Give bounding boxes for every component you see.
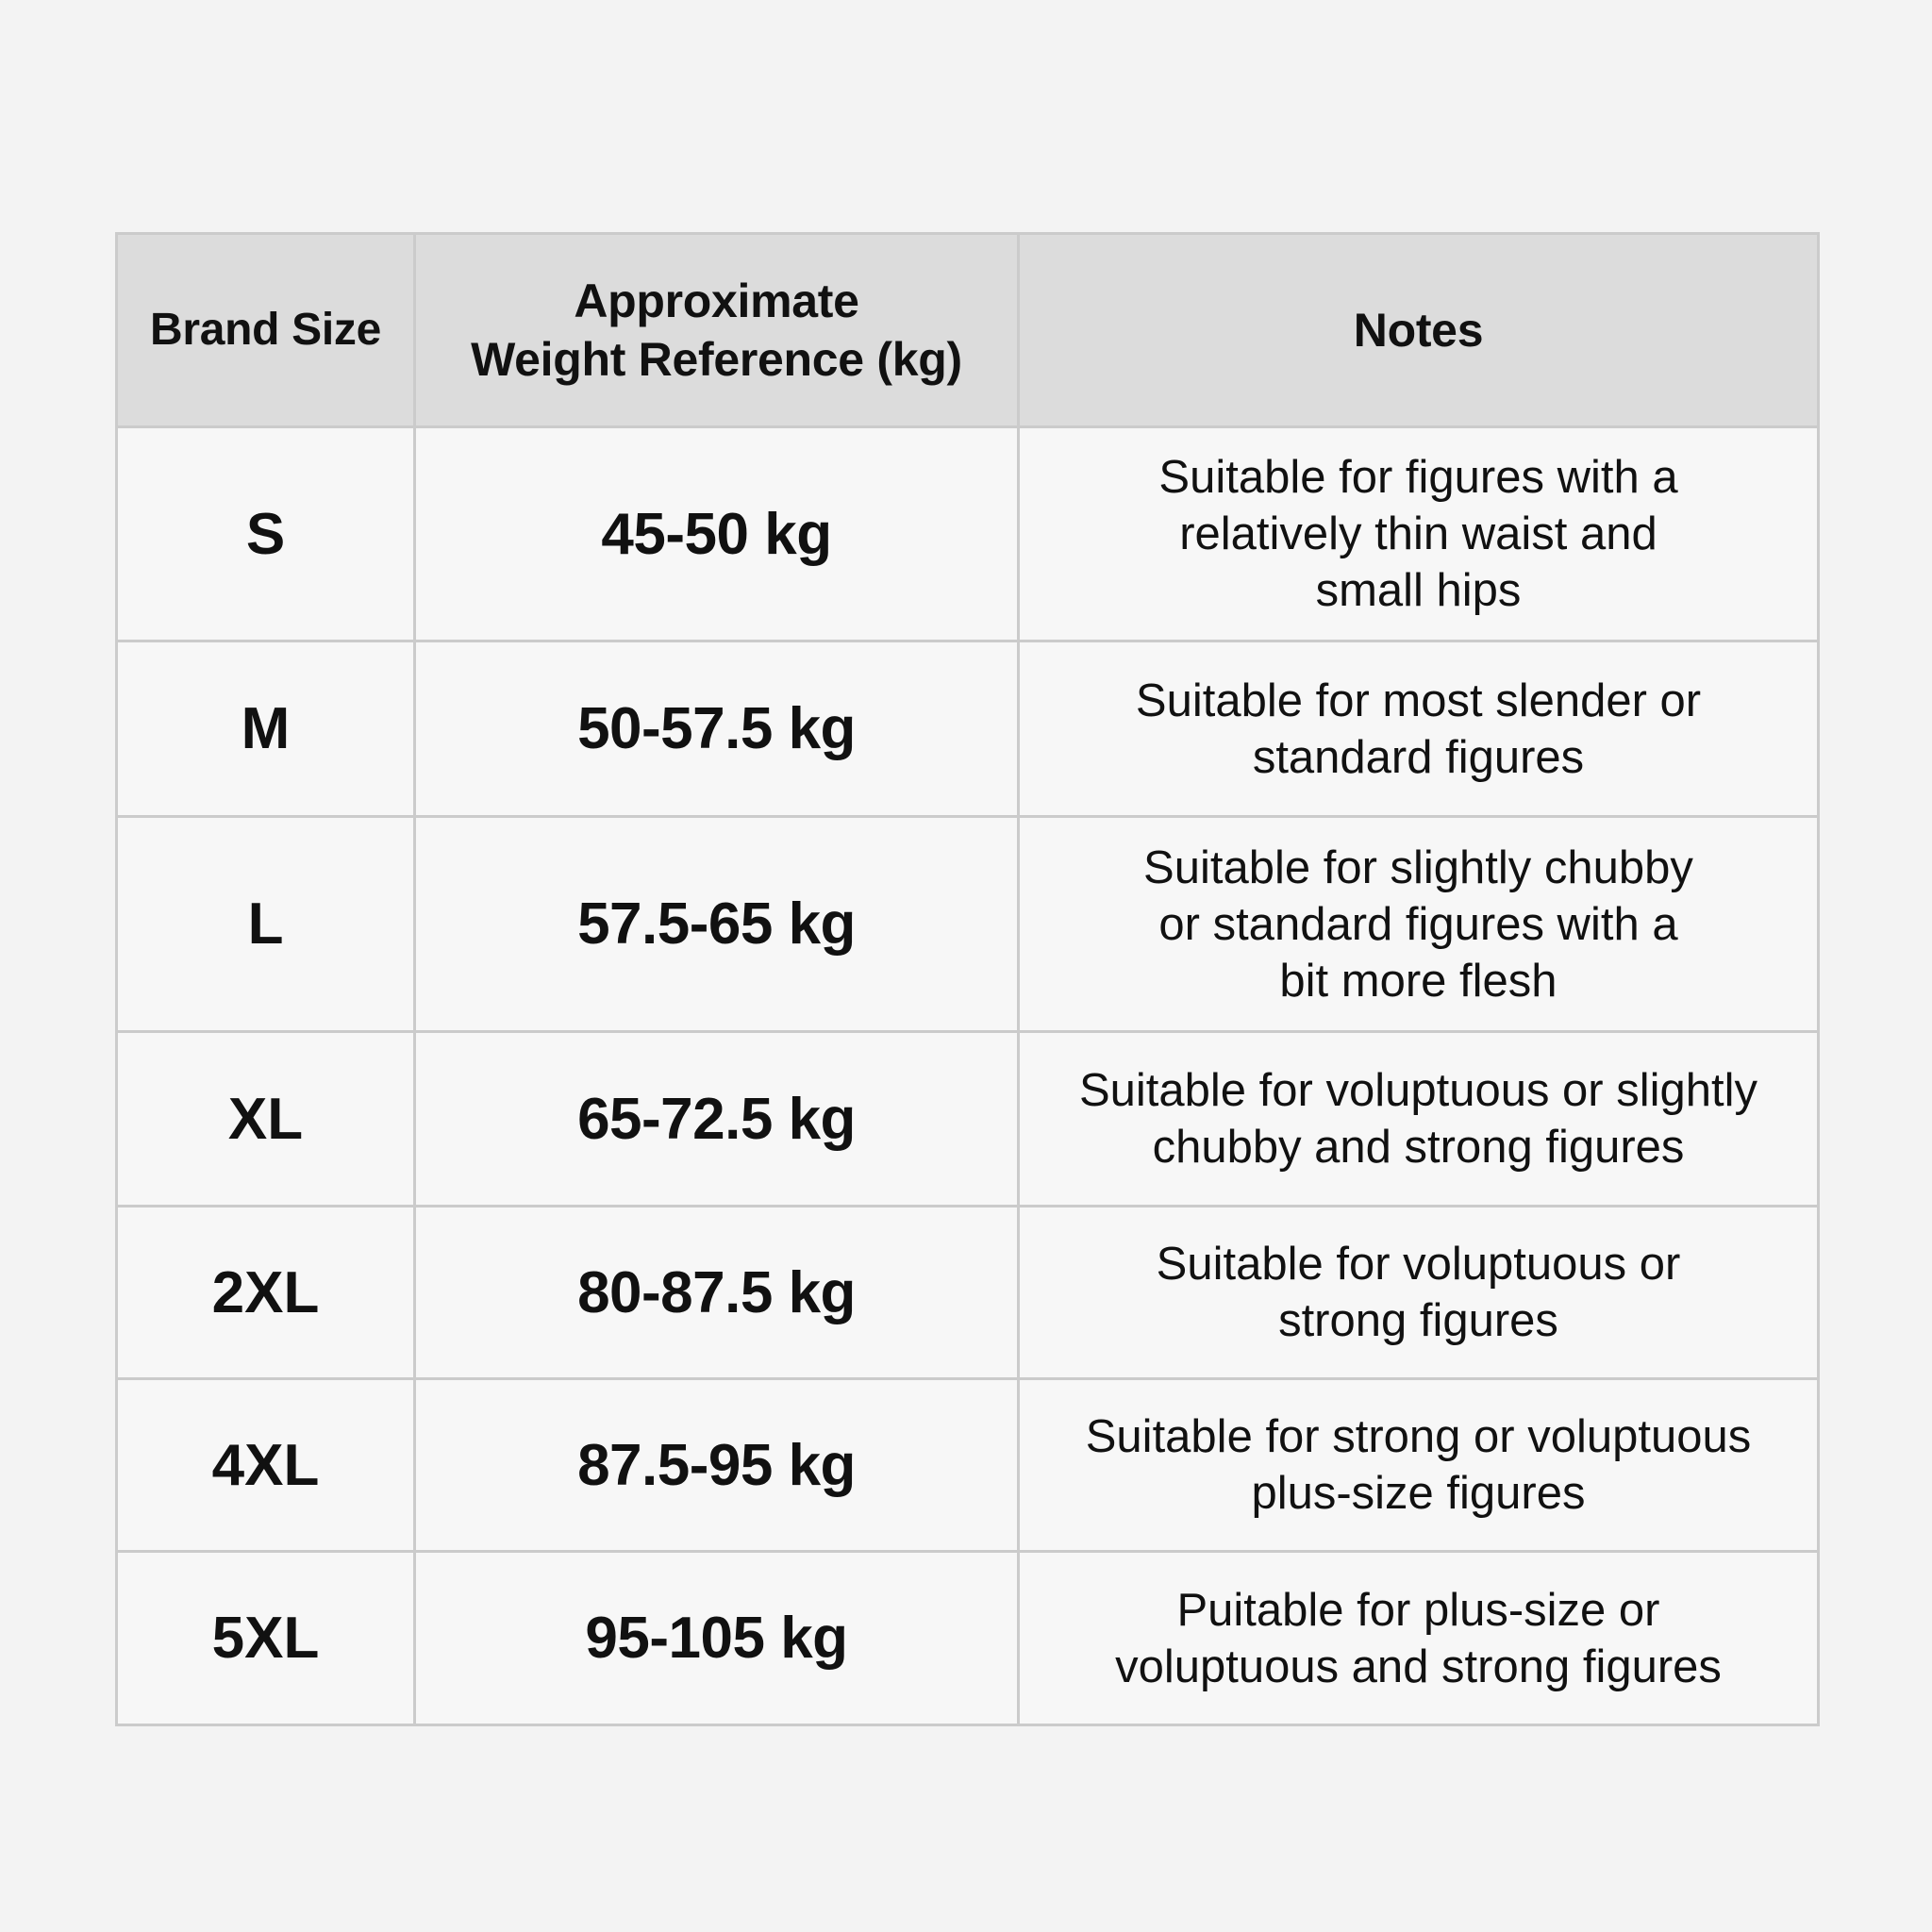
weight-cell: 80-87.5 kg — [415, 1207, 1019, 1379]
weight-cell: 45-50 kg — [415, 427, 1019, 641]
table-row — [117, 1207, 1819, 1379]
notes-text: Suitable for strong or voluptuous plus-size figures — [1085, 1411, 1752, 1519]
table-row — [117, 1032, 1819, 1207]
header-notes: Notes — [1019, 234, 1819, 427]
size-cell: 4XL — [117, 1379, 415, 1552]
notes-text: Suitable for most slender or standard figures — [1135, 675, 1702, 783]
notes-cell — [1019, 817, 1819, 1032]
size-cell: L — [117, 817, 415, 1032]
notes-cell — [1019, 1552, 1819, 1725]
notes-text: Puitable for plus-size or voluptuous and strong figures — [1115, 1584, 1722, 1692]
table-body — [117, 427, 1819, 1725]
table-header — [117, 234, 1819, 427]
size-cell: 5XL — [117, 1552, 415, 1725]
notes-cell — [1019, 1379, 1819, 1552]
table-row — [117, 427, 1819, 641]
notes-text: Suitable for figures with a relatively thin waist and small hips — [1158, 452, 1678, 616]
header-weight-label: Approximate Weight Reference (kg) — [471, 275, 962, 386]
weight-cell: 50-57.5 kg — [415, 641, 1019, 817]
table-row — [117, 1379, 1819, 1552]
weight-cell: 57.5-65 kg — [415, 817, 1019, 1032]
notes-text: Suitable for voluptuous or strong figures — [1156, 1239, 1681, 1346]
notes-cell — [1019, 1032, 1819, 1207]
notes-text: Suitable for slightly chubby or standard figures with a bit more flesh — [1143, 841, 1693, 1007]
notes-cell — [1019, 427, 1819, 641]
table-row — [117, 641, 1819, 817]
size-cell: S — [117, 427, 415, 641]
notes-text: Suitable for voluptuous or slightly chubby and strong figures — [1078, 1065, 1758, 1173]
table-row — [117, 817, 1819, 1032]
size-chart-table — [115, 232, 1820, 1726]
size-cell: M — [117, 641, 415, 817]
header-weight-reference — [415, 234, 1019, 427]
weight-cell: 65-72.5 kg — [415, 1032, 1019, 1207]
size-cell: 2XL — [117, 1207, 415, 1379]
weight-cell: 95-105 kg — [415, 1552, 1019, 1725]
table-row — [117, 1552, 1819, 1725]
header-row — [117, 234, 1819, 427]
header-brand-size: Brand Size — [117, 234, 415, 427]
size-cell: XL — [117, 1032, 415, 1207]
weight-cell: 87.5-95 kg — [415, 1379, 1019, 1552]
notes-cell — [1019, 1207, 1819, 1379]
notes-cell — [1019, 641, 1819, 817]
